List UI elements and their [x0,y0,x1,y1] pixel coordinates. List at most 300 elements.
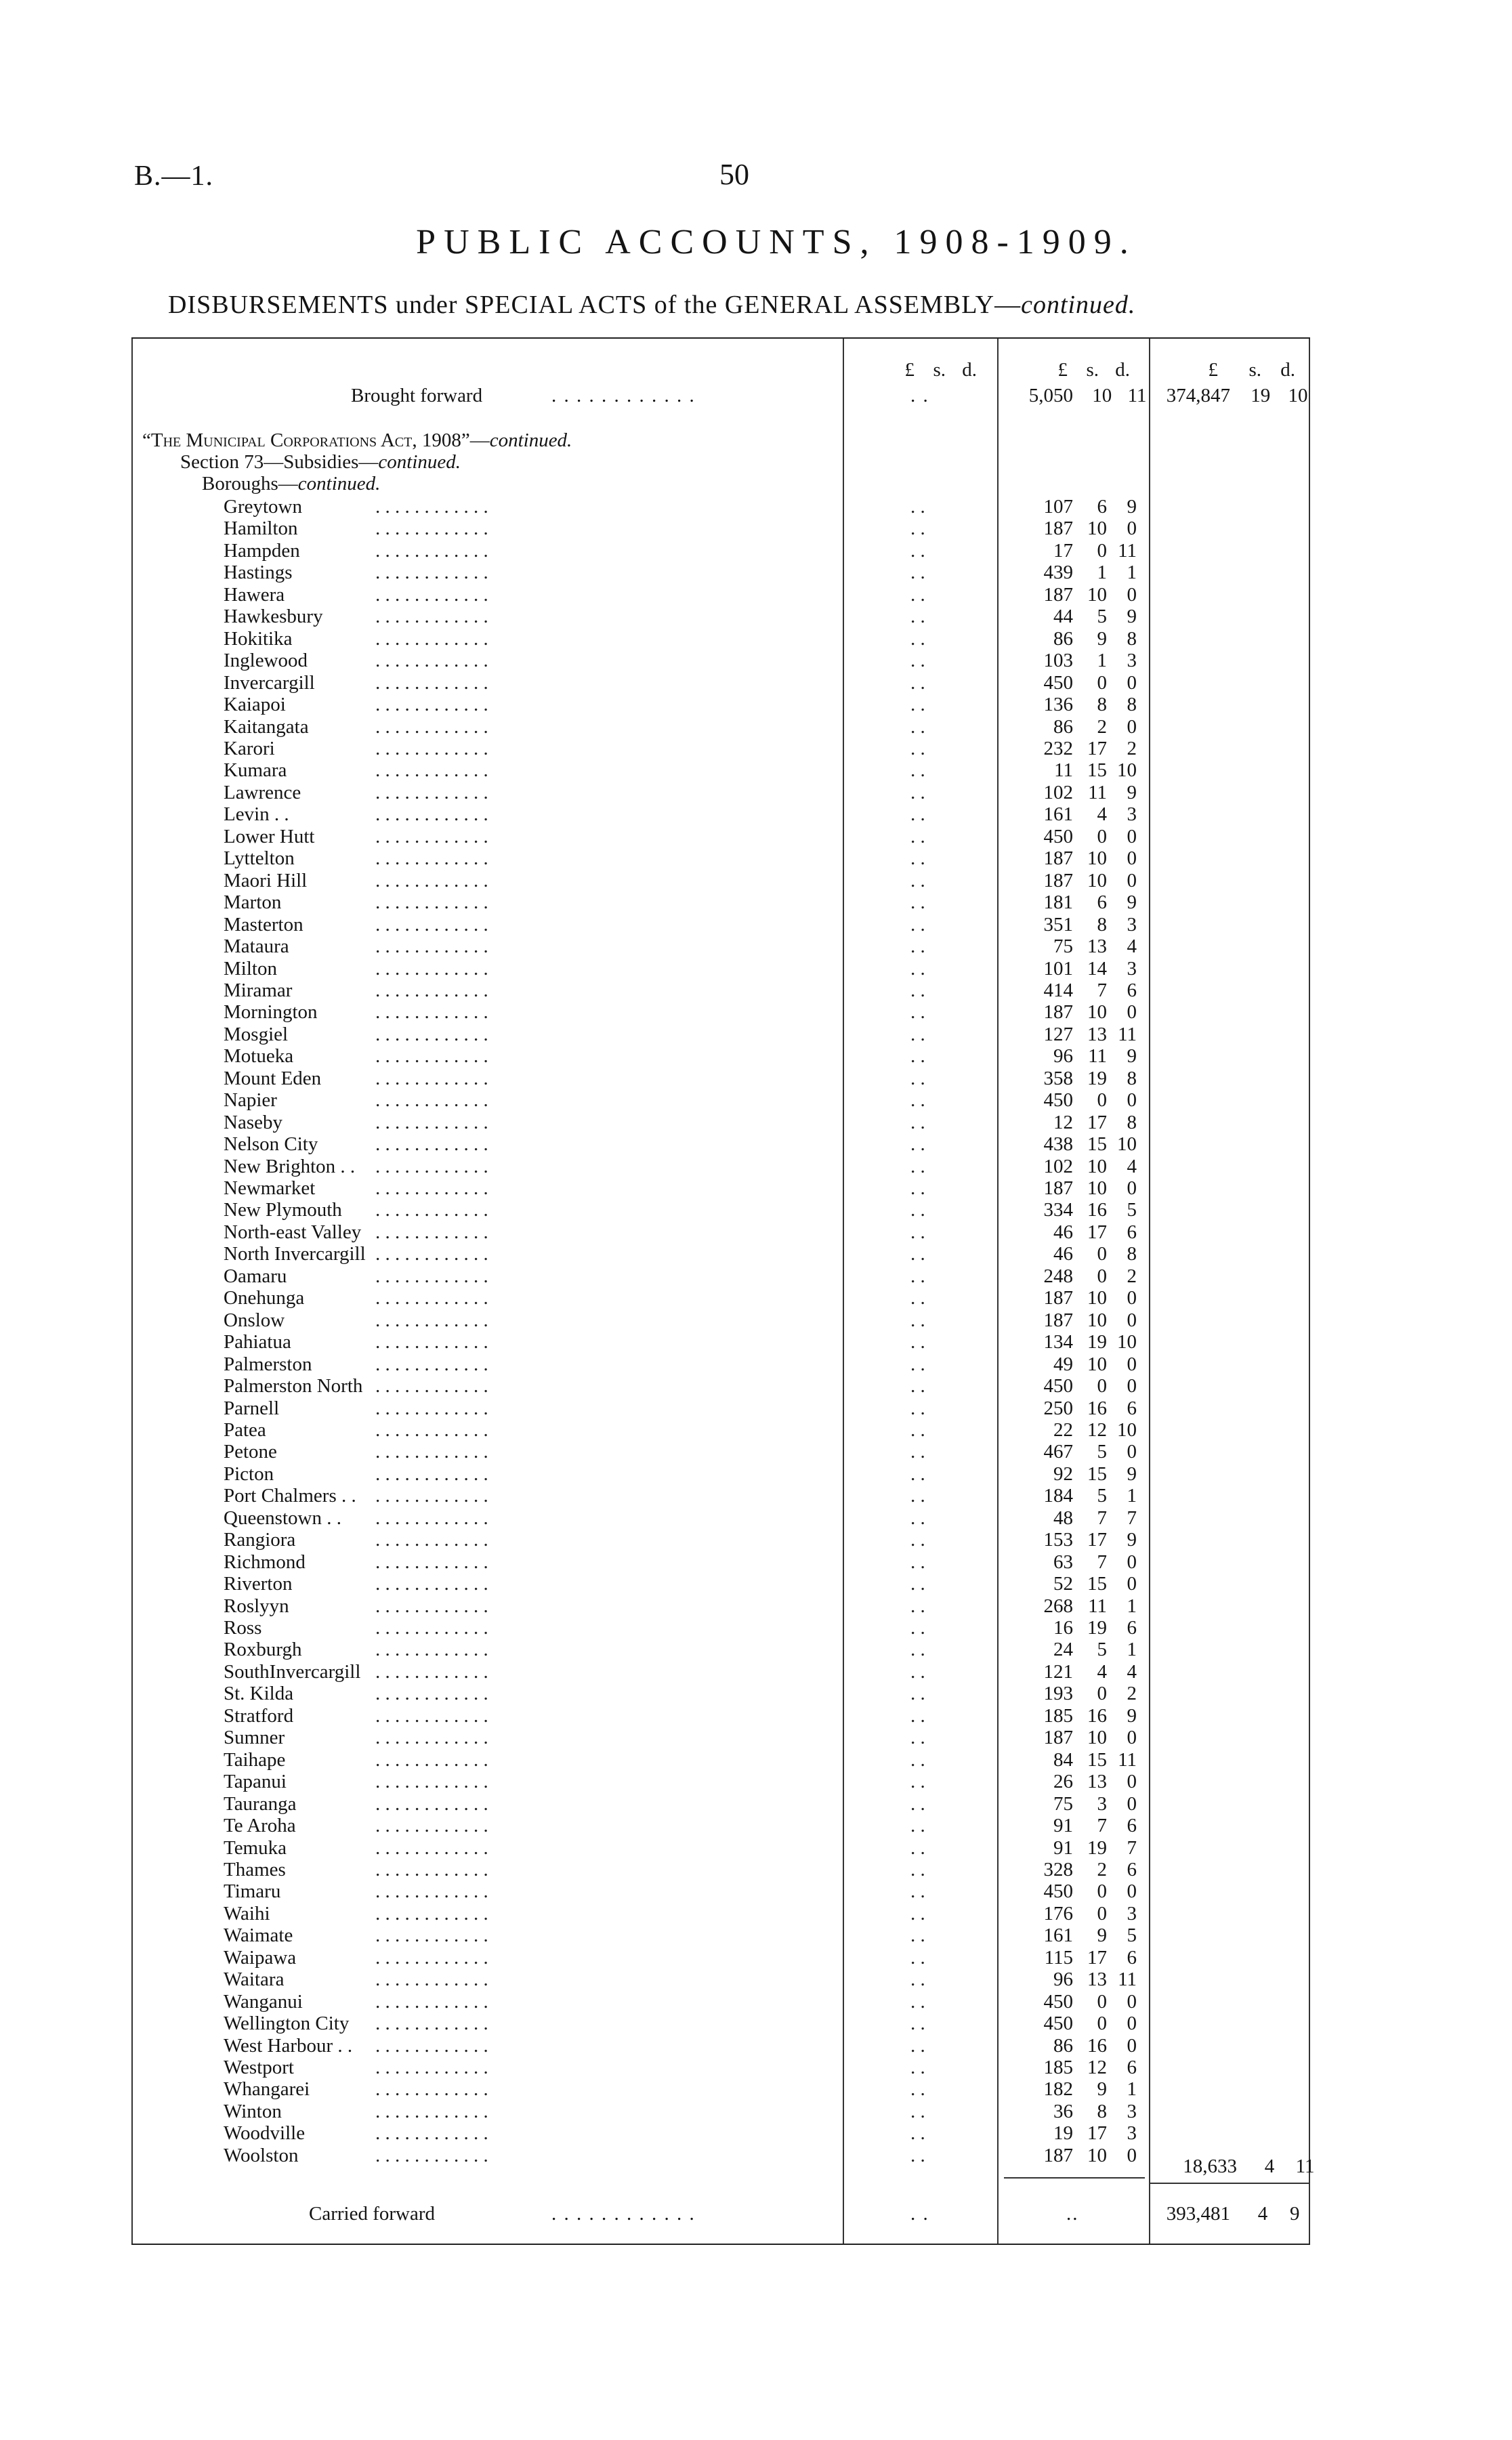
amount-pounds: 450 [1043,1089,1073,1112]
borough-name: Karori [224,738,275,759]
leader-dots: . . . . . . . . . . . . [375,891,488,914]
amount-pence: 0 [1127,825,1137,847]
amount-shillings: 1 [1097,650,1107,672]
col1-dots: . . [910,2057,925,2078]
amount-shillings: 5 [1097,1441,1107,1463]
act-heading [142,429,572,452]
col1-dots: . . [910,1507,925,1529]
leader-dots: . . . . . . . . . . . . [375,847,488,870]
subtotal-pence: 11 [1295,2155,1315,2177]
col1-shilling-header: s. [933,359,946,381]
borough-name: Hastings [224,562,293,584]
table-row [131,1375,1310,1397]
col1-dots: . . [910,1660,925,1683]
col1-dots: . . [910,1595,925,1617]
table-row [131,694,1310,715]
amount-pounds: 334 [1043,1199,1073,1221]
borough-amount [1005,1287,1137,1309]
col1-dots: . . [910,1331,925,1353]
table-row [131,2145,1310,2166]
table-row [131,914,1310,935]
col1-dots: . . [910,891,925,914]
borough-amount [1005,1617,1137,1639]
leader-dots: . . . . . . . . . . . . [375,1880,488,1903]
amount-shillings: 2 [1097,1858,1107,1880]
table-row [131,1419,1310,1441]
amount-pence: 0 [1127,1089,1137,1112]
col1-dots: . . [910,562,925,584]
amount-pounds: 11 [1054,759,1073,782]
col1-dots: . . [910,1683,925,1705]
table-row [131,1221,1310,1243]
borough-amount [1005,628,1137,650]
amount-shillings: 19 [1087,1067,1107,1089]
amount-pence: 1 [1127,2078,1137,2101]
borough-name: Stratford [224,1704,294,1727]
amount-pounds: 351 [1043,913,1073,935]
col1-dots: . . [910,913,925,935]
table-row [131,628,1310,650]
leader-dots: . . . . . . . . . . . . [375,1463,488,1485]
amount-shillings: 16 [1087,2034,1107,2057]
amount-shillings: 7 [1097,979,1107,1001]
borough-amount [1005,803,1137,826]
amount-shillings: 11 [1088,1595,1107,1617]
table-row [131,1727,1310,1748]
amount-pence: 0 [1127,1727,1137,1749]
borough-name: Woodville [224,2122,306,2145]
table-row [131,759,1310,781]
leader-dots: . . . . . . . . . . . . [375,1023,488,1045]
table-row [131,2078,1310,2100]
borough-amount [1005,1353,1137,1376]
borough-amount [1005,870,1137,892]
col1-dots: . . [910,1639,925,1661]
amount-pence: 9 [1127,891,1137,914]
col1-dots: . . [910,694,925,715]
leader-dots: . . . . . . . . . . . . [375,2057,488,2078]
amount-pence: 11 [1118,1969,1137,1991]
borough-name: Kumara [224,759,287,782]
col1-dots: . . [910,1990,925,2013]
table-row [131,1177,1310,1199]
amount-pence: 5 [1127,1199,1137,1221]
col1-dots: . . [910,650,925,672]
borough-amount [1005,584,1137,606]
amount-pounds: 268 [1043,1595,1073,1617]
borough-name: Napier [224,1089,277,1112]
amount-pence: 10 [1117,1418,1137,1441]
borough-name: Lower Hutt [224,825,315,847]
borough-name: New Plymouth [224,1199,342,1221]
col1-dots: . . [910,1199,925,1221]
leader-dots: . . . . . . . . . . . . [375,1946,488,1969]
col1-dots: . . [910,1551,925,1573]
table-row [131,1529,1310,1551]
table-row [131,1793,1310,1815]
col2-pence-header: d. [1115,359,1130,381]
borough-amount [1005,1551,1137,1574]
table-row [131,1749,1310,1771]
amount-shillings: 17 [1087,738,1107,759]
amount-pence: 8 [1127,1067,1137,1089]
leader-dots: . . . . . . . . . . . . [375,869,488,891]
amount-pence: 0 [1127,1771,1137,1793]
amount-pence: 0 [1127,583,1137,606]
amount-pounds: 187 [1043,847,1073,870]
borough-name: Roxburgh [224,1639,302,1661]
amount-pence: 6 [1127,1397,1137,1419]
borough-amount [1005,1815,1137,1837]
amount-pounds: 187 [1043,518,1073,540]
borough-name: Invercargill [224,671,315,694]
amount-pounds: 450 [1043,2013,1073,2035]
col2-pound-header: £ [1057,359,1068,381]
borough-name: Milton [224,957,277,980]
amount-shillings: 13 [1087,1771,1107,1793]
leader-dots: . . . . . . . . . . . . [375,1639,488,1661]
amount-pounds: 86 [1053,715,1073,738]
borough-amount [1005,958,1137,980]
amount-pounds: 22 [1053,1418,1073,1441]
borough-name: North-east Valley [224,1221,362,1243]
column-header-1 [891,359,977,381]
col1-dots: . . [910,2034,925,2057]
brought-forward-leader: . . . . . . . . . . . . [551,385,696,406]
borough-amount [1005,1001,1137,1024]
col1-dots: . . [910,1221,925,1243]
amount-pence: 1 [1127,1485,1137,1507]
amount-shillings: 11 [1088,781,1107,803]
borough-amount [1005,1573,1137,1595]
amount-pounds: 16 [1053,1617,1073,1639]
amount-pence: 3 [1127,650,1137,672]
borough-amount [1005,1265,1137,1288]
amount-pounds: 63 [1053,1551,1073,1573]
borough-name: Waitara [224,1969,285,1991]
act-title: “The Municipal Corporations Act, 1908”— [142,429,490,451]
borough-amount [1005,1859,1137,1881]
leader-dots: . . . . . . . . . . . . [375,562,488,584]
borough-amount [1005,1771,1137,1793]
leader-dots: . . . . . . . . . . . . [375,2100,488,2122]
total-rule [1150,2183,1309,2184]
col1-dots: . . [910,759,925,782]
borough-name: New Brighton . . [224,1155,356,1177]
section-title: Section 73—Subsidies— [180,451,379,473]
amount-pounds: 92 [1053,1463,1073,1485]
borough-name: Rangiora [224,1529,296,1551]
borough-amount [1005,1045,1137,1068]
borough-name: Patea [224,1418,266,1441]
amount-pence: 2 [1127,738,1137,759]
table-row [131,496,1310,518]
table-row [131,1991,1310,2013]
table-row [131,1156,1310,1177]
col1-dots: . . [910,1902,925,1924]
bf-col2-shillings: 10 [1092,385,1112,406]
amount-shillings: 10 [1087,1177,1107,1199]
table-row [131,891,1310,913]
leader-dots: . . . . . . . . . . . . [375,627,488,650]
table-row [131,958,1310,980]
amount-pence: 0 [1127,1001,1137,1024]
amount-pounds: 185 [1043,2057,1073,2078]
amount-pence: 3 [1127,957,1137,980]
borough-amount [1005,2101,1137,2123]
leader-dots: . . . . . . . . . . . . [375,1771,488,1793]
leader-dots: . . . . . . . . . . . . [375,1617,488,1639]
amount-pence: 0 [1127,1990,1137,2013]
carried-forward-label: Carried forward [309,2203,435,2225]
amount-shillings: 17 [1087,1111,1107,1133]
carried-forward-col2: .. [1066,2203,1079,2225]
leader-dots: . . . . . . . . . . . . [375,2034,488,2057]
borough-name: St. Kilda [224,1683,294,1705]
amount-shillings: 0 [1097,539,1107,562]
borough-amount [1005,759,1137,782]
amount-shillings: 19 [1087,1617,1107,1639]
amount-shillings: 0 [1097,1880,1107,1903]
table-row [131,562,1310,583]
amount-pence: 0 [1127,1375,1137,1397]
borough-name: SouthInvercargill [224,1660,361,1683]
borough-amount [1005,1441,1137,1463]
leader-dots: . . . . . . . . . . . . [375,825,488,847]
amount-shillings: 4 [1097,1660,1107,1683]
leader-dots: . . . . . . . . . . . . [375,1924,488,1947]
table-row [131,1068,1310,1089]
amount-shillings: 6 [1097,891,1107,914]
amount-pence: 0 [1127,1309,1137,1331]
table-row [131,738,1310,759]
leader-dots: . . . . . . . . . . . . [375,1815,488,1836]
borough-amount [1005,1595,1137,1618]
amount-pounds: 187 [1043,2144,1073,2166]
leader-dots: . . . . . . . . . . . . [375,1177,488,1199]
leader-dots: . . . . . . . . . . . . [375,2078,488,2101]
amount-pence: 0 [1127,1177,1137,1199]
amount-shillings: 16 [1087,1397,1107,1419]
borough-amount [1005,1375,1137,1397]
amount-pence: 7 [1127,1507,1137,1529]
borough-name: Onehunga [224,1287,305,1309]
bf-col3-shillings: 19 [1251,385,1271,406]
leader-dots: . . . . . . . . . . . . [375,781,488,803]
amount-pounds: 187 [1043,583,1073,606]
amount-pounds: 161 [1043,1924,1073,1947]
leader-dots: . . . . . . . . . . . . [375,1287,488,1309]
amount-pence: 11 [1118,539,1137,562]
cf-col3-pence: 9 [1290,2203,1300,2225]
amount-pounds: 102 [1043,1155,1073,1177]
table-row [131,672,1310,694]
leader-dots: . . . . . . . . . . . . [375,2144,488,2166]
amount-pence: 9 [1127,496,1137,518]
carried-forward-col1-dots: . . [910,2203,929,2225]
borough-amount [1005,1485,1137,1507]
amount-pence: 8 [1127,1111,1137,1133]
borough-amount [1005,1463,1137,1486]
table-row [131,1771,1310,1792]
borough-name: Petone [224,1441,277,1463]
borough-amount [1005,694,1137,716]
table-row [131,1045,1310,1067]
borough-amount [1005,1331,1137,1353]
borough-name: Hampden [224,539,300,562]
amount-pounds: 187 [1043,1287,1073,1309]
col1-dots: . . [910,1001,925,1024]
amount-pounds: 12 [1053,1111,1073,1133]
amount-pence: 8 [1127,1243,1137,1265]
borough-name: Sumner [224,1727,285,1749]
borough-amount [1005,562,1137,584]
act-suffix: continued. [489,429,572,451]
borough-amount [1005,1397,1137,1420]
col1-dots: . . [910,1089,925,1112]
amount-pence: 11 [1118,1023,1137,1045]
borough-name: Miramar [224,979,293,1001]
amount-shillings: 4 [1097,803,1107,826]
table-row [131,847,1310,869]
table-row [131,1617,1310,1639]
amount-pence: 9 [1127,781,1137,803]
col3-pound-header: £ [1208,359,1218,381]
col1-dots: . . [910,738,925,759]
amount-shillings: 10 [1087,518,1107,540]
amount-pence: 0 [1127,2013,1137,2035]
cf-col3-shillings: 4 [1257,2203,1268,2225]
amount-pence: 3 [1127,2100,1137,2122]
borough-name: Nelson City [224,1133,318,1156]
amount-shillings: 10 [1087,1155,1107,1177]
amount-pounds: 153 [1043,1529,1073,1551]
borough-amount [1005,1529,1137,1551]
amount-pence: 4 [1127,935,1137,957]
column-header-2 [1045,359,1130,381]
amount-pence: 0 [1127,847,1137,870]
amount-pence: 2 [1127,1265,1137,1287]
amount-pence: 10 [1117,1331,1137,1353]
borough-amount [1005,1683,1137,1705]
col2-shilling-header: s. [1086,359,1099,381]
amount-pounds: 24 [1053,1639,1073,1661]
table-row [131,980,1310,1001]
amount-pence: 3 [1127,1902,1137,1924]
col1-dots: . . [910,1265,925,1287]
amount-pence: 1 [1127,1639,1137,1661]
amount-pounds: 187 [1043,1177,1073,1199]
leader-dots: . . . . . . . . . . . . [375,1792,488,1815]
leader-dots: . . . . . . . . . . . . [375,606,488,628]
col1-dots: . . [910,1485,925,1507]
amount-pence: 6 [1127,1815,1137,1836]
borough-name: Mornington [224,1001,318,1024]
borough-name: Motueka [224,1045,294,1068]
col1-dots: . . [910,781,925,803]
amount-shillings: 0 [1097,825,1107,847]
table-row [131,1001,1310,1023]
table-row [131,1573,1310,1595]
amount-shillings: 10 [1087,1001,1107,1024]
table-row [131,1859,1310,1880]
borough-name: Temuka [224,1836,287,1859]
amount-pounds: 450 [1043,1880,1073,1903]
borough-amount [1005,1705,1137,1727]
leader-dots: . . . . . . . . . . . . [375,1353,488,1375]
leader-dots: . . . . . . . . . . . . [375,1748,488,1771]
leader-dots: . . . . . . . . . . . . [375,1573,488,1595]
col1-dots: . . [910,583,925,606]
borough-amount [1005,1880,1137,1903]
borough-name: Newmarket [224,1177,316,1199]
amount-shillings: 8 [1097,913,1107,935]
amount-shillings: 10 [1087,1353,1107,1375]
borough-amount [1005,891,1137,914]
amount-pounds: 46 [1053,1221,1073,1243]
amount-shillings: 15 [1087,1133,1107,1156]
leader-dots: . . . . . . . . . . . . [375,1309,488,1331]
borough-name: Tauranga [224,1792,297,1815]
borough-amount [1005,1133,1137,1156]
bf-col2-pence: 11 [1127,385,1147,406]
amount-pounds: 187 [1043,1727,1073,1749]
amount-pounds: 102 [1043,781,1073,803]
table-row [131,716,1310,738]
amount-pounds: 187 [1043,1309,1073,1331]
table-row [131,518,1310,539]
table-row [131,1265,1310,1287]
amount-pence: 4 [1127,1660,1137,1683]
table-row [131,1903,1310,1924]
borough-name: Waimate [224,1924,293,1947]
amount-pounds: 17 [1053,539,1073,562]
col1-dots: . . [910,1704,925,1727]
amount-pounds: 187 [1043,869,1073,891]
col1-dots: . . [910,1727,925,1749]
page-subtitle [168,290,1135,320]
table-row [131,826,1310,847]
col1-dots: . . [910,496,925,518]
amount-pence: 0 [1127,1287,1137,1309]
leader-dots: . . . . . . . . . . . . [375,1595,488,1617]
borough-amount [1005,2035,1137,2057]
amount-shillings: 15 [1087,1573,1107,1595]
table-row [131,1969,1310,1990]
leader-dots: . . . . . . . . . . . . [375,957,488,980]
amount-shillings: 7 [1097,1507,1107,1529]
amount-pence: 6 [1127,2057,1137,2078]
subtotal-amount [1150,2155,1315,2178]
borough-amount [1005,1903,1137,1925]
borough-name: Taihape [224,1748,286,1771]
bf-col3-pence: 10 [1288,385,1308,406]
subtotal-pounds: 18,633 [1183,2155,1237,2177]
amount-shillings: 16 [1087,1199,1107,1221]
amount-shillings: 9 [1097,627,1107,650]
amount-shillings: 12 [1087,1418,1107,1441]
col1-dots: . . [910,627,925,650]
borough-amount [1005,1177,1137,1200]
subtotal-shillings: 4 [1264,2155,1275,2177]
carried-forward-leader: . . . . . . . . . . . . [551,2203,696,2225]
col1-dots: . . [910,1836,925,1859]
borough-amount [1005,1199,1137,1221]
borough-amount [1005,1749,1137,1771]
amount-shillings: 6 [1097,496,1107,518]
amount-pence: 9 [1127,1529,1137,1551]
amount-pounds: 36 [1053,2100,1073,2122]
